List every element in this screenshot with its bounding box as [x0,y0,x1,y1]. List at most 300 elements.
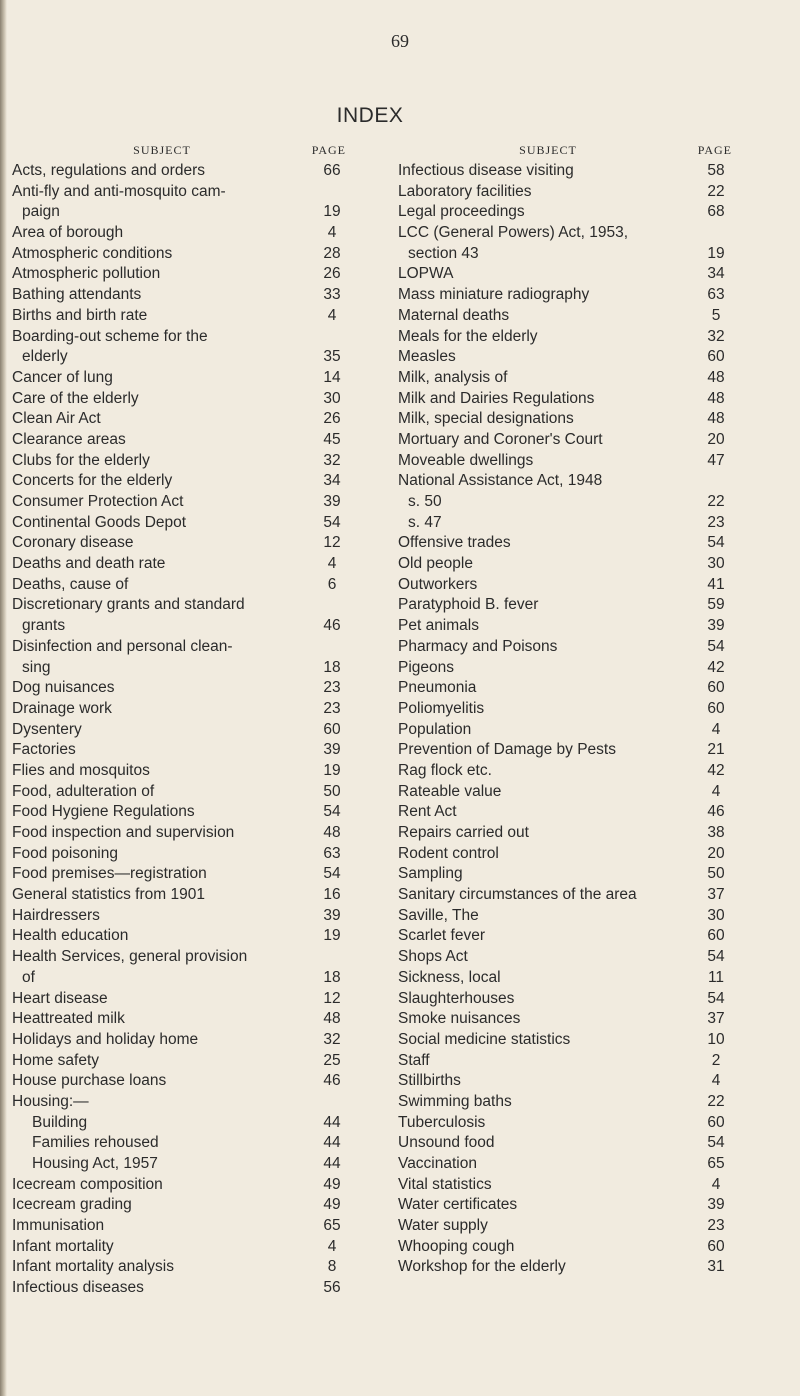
entry-subject: Staff [398,1051,430,1069]
index-entry [12,554,352,575]
entry-subject: Pharmacy and Poisons [398,637,558,655]
entry-subject: Boarding-out scheme for the [12,327,208,345]
index-entry [12,471,352,492]
entry-page-number: 26 [323,410,341,428]
entry-subject: Laboratory facilities [398,182,532,200]
index-entry [12,947,352,968]
index-entry [12,409,352,430]
entry-page-number: 19 [323,203,341,221]
entry-subject: Dog nuisances [12,679,115,697]
entry-page-number: 35 [323,348,341,366]
index-entry [398,182,738,203]
index-entry [398,802,738,823]
index-entry [398,1030,738,1051]
entry-subject: Rag flock etc. [398,761,492,779]
entry-subject: Old people [398,555,473,573]
entry-subject: Dysentery [12,720,82,738]
entry-subject: Unsound food [398,1134,495,1152]
entry-page-number: 31 [707,1258,725,1276]
entry-subject: Building [32,1113,88,1131]
entry-subject: Offensive trades [398,534,511,552]
index-entry [12,616,352,637]
entry-subject: Outworkers [398,575,478,593]
entry-page-number: 37 [707,886,725,904]
index-entry [398,678,738,699]
entry-page-number: 10 [707,1030,725,1048]
subject-header: SUBJECT [133,143,191,157]
index-entry [12,430,352,451]
entry-subject: Stillbirths [398,1072,461,1090]
entry-page-number: 34 [707,265,725,283]
entry-subject: Deaths, cause of [12,575,129,593]
entry-page-number: 4 [711,1175,721,1193]
index-entry [12,1133,352,1154]
entry-subject: Milk, analysis of [398,368,508,386]
entry-page-number: 32 [323,451,341,469]
entry-subject: Moveable dwellings [398,451,534,469]
index-entry [398,1216,738,1237]
index-entry [398,554,738,575]
entry-page-number: 60 [323,720,341,738]
index-entry [12,223,352,244]
index-entry [398,306,738,327]
index-entry [12,761,352,782]
index-entry [12,327,352,348]
index-entry [398,1195,738,1216]
index-entry [398,1257,738,1278]
page-header: PAGE [311,143,346,157]
entry-page-number: 39 [707,1196,725,1214]
entry-subject: Sampling [398,865,463,883]
entry-subject: s. 47 [408,513,442,531]
index-entry [12,306,352,327]
entry-subject: LCC (General Powers) Act, 1953, [398,224,629,242]
entry-subject: Pneumonia [398,679,477,697]
entry-subject: Food inspection and supervision [12,824,235,841]
index-entry [12,678,352,699]
entry-subject: Home safety [12,1051,100,1069]
entry-page-number: 48 [707,368,725,386]
entry-subject: Heart disease [12,989,108,1007]
entry-page-number: 65 [707,1155,725,1172]
entry-subject: Disinfection and personal clean- [12,637,233,655]
entry-page-number: 23 [707,1217,725,1235]
entry-page-number: 39 [707,617,725,635]
index-entry [398,1071,738,1092]
index-entry [398,906,738,927]
index-entry [398,1009,738,1030]
index-entry [12,1092,352,1113]
index-entry [398,658,738,679]
entry-page-number: 63 [707,286,725,304]
entry-page-number: 32 [323,1030,341,1048]
index-entry [12,451,352,472]
entry-subject: Mass miniature radiography [398,286,590,304]
entry-page-number: 4 [711,782,721,800]
entry-subject: Pigeons [398,658,455,676]
index-entry [398,947,738,968]
entry-subject: Icecream composition [12,1175,163,1193]
entry-subject: Births and birth rate [12,306,148,324]
index-entry [398,616,738,637]
entry-page-number: 23 [323,699,341,717]
index-entry [398,740,738,761]
entry-page-number: 19 [323,927,341,945]
entry-page-number: 54 [707,637,725,655]
index-entry [398,926,738,947]
index-column-right [398,143,738,1278]
entry-page-number: 4 [711,720,721,738]
index-entry [398,202,738,223]
index-entry [12,802,352,823]
entry-subject: Holidays and holiday home [12,1030,199,1048]
entry-page-number: 18 [323,658,341,676]
entry-subject: Food Hygiene Regulations [12,803,195,821]
index-entry [12,1237,352,1258]
entry-page-number: 20 [707,844,725,862]
entry-list [398,161,738,1278]
index-entry [398,409,738,430]
entry-subject: section 43 [408,244,479,262]
index-entry [398,844,738,865]
entry-page-number: 5 [711,306,721,324]
entry-page-number: 46 [323,617,341,635]
index-entry [398,513,738,534]
entry-subject: Milk and Dairies Regulations [398,389,595,407]
entry-page-number: 66 [323,162,341,179]
entry-subject: Infectious disease visiting [398,162,574,179]
entry-page-number: 20 [707,430,725,448]
entry-page-number: 21 [707,741,725,759]
entry-page-number: 68 [707,203,725,221]
index-entry [398,1113,738,1134]
entry-page-number: 58 [707,162,725,179]
entry-subject: Tuberculosis [398,1113,486,1131]
entry-page-number: 6 [327,575,337,593]
entry-subject: Swimming baths [398,1092,512,1110]
entry-subject: Consumer Protection Act [12,493,184,510]
index-entry [12,492,352,513]
index-entry [398,864,738,885]
index-entry [12,575,352,596]
entry-subject: Housing Act, 1957 [32,1155,158,1172]
entry-subject: Social medicine statistics [398,1030,571,1048]
entry-page-number: 23 [707,513,725,531]
entry-page-number: 30 [707,555,725,573]
index-entry [398,637,738,658]
entry-subject: Deaths and death rate [12,555,166,573]
entry-subject: Vaccination [398,1155,477,1172]
entry-page-number: 37 [707,1010,725,1028]
index-entry [12,926,352,947]
index-entry [12,864,352,885]
index-entry [12,637,352,658]
entry-subject: General statistics from 1901 [12,886,205,904]
entry-page-number: 44 [323,1113,341,1131]
entry-page-number: 32 [707,327,725,345]
entry-page-number: 60 [707,348,725,366]
index-entry [398,1092,738,1113]
entry-subject: Clearance areas [12,430,126,448]
entry-subject: Sanitary circumstances of the area [398,886,637,904]
entry-page-number: 42 [707,761,725,779]
entry-subject: Meals for the elderly [398,327,538,345]
entry-subject: Shops Act [398,948,468,966]
index-entry [12,906,352,927]
entry-subject: Slaughterhouses [398,989,515,1007]
entry-subject: Measles [398,348,456,366]
entry-subject: Infectious diseases [12,1279,144,1297]
entry-page-number: 33 [323,286,341,304]
entry-page-number: 22 [707,493,725,510]
entry-subject: Housing:— [12,1092,89,1110]
entry-subject: of [22,968,35,986]
entry-page-number: 22 [707,1092,725,1110]
entry-page-number: 14 [323,368,341,386]
index-entry [398,161,738,182]
entry-page-number: 39 [323,741,341,759]
entry-subject: Pet animals [398,617,479,635]
entry-page-number: 59 [707,596,725,614]
index-entry [398,575,738,596]
entry-page-number: 60 [707,1113,725,1131]
entry-page-number: 39 [323,493,341,510]
entry-page-number: 22 [707,182,725,200]
entry-subject: elderly [22,348,68,366]
entry-subject: Population [398,720,472,738]
entry-page-number: 48 [323,1010,341,1028]
entry-subject: Infant mortality [12,1237,114,1255]
index-entry [12,1216,352,1237]
index-entry [398,430,738,451]
entry-page-number: 46 [707,803,725,821]
entry-subject: Food poisoning [12,844,118,862]
index-entry [398,223,738,244]
entry-subject: LOPWA [398,265,454,283]
index-entry [12,244,352,265]
index-entry [12,1030,352,1051]
entry-subject: Mortuary and Coroner's Court [398,430,603,448]
entry-page-number: 42 [707,658,725,676]
entry-page-number: 54 [707,948,725,966]
entry-subject: Clean Air Act [12,410,101,428]
entry-subject: Saville, The [398,906,479,924]
entry-subject: grants [22,617,66,635]
index-entry [12,368,352,389]
index-entry [12,264,352,285]
page-number: 69 [391,31,409,51]
entry-page-number: 49 [323,1175,341,1193]
index-entry [398,885,738,906]
index-entry [398,264,738,285]
entry-page-number: 54 [323,513,341,531]
index-entry [12,1009,352,1030]
index-entry [398,720,738,741]
index-entry [398,1154,738,1175]
entry-page-number: 11 [707,968,725,986]
index-entry [398,1237,738,1258]
entry-page-number: 54 [323,803,341,821]
entry-subject: Legal proceedings [398,203,525,221]
index-entry [12,347,352,368]
index-entry [398,968,738,989]
entry-subject: Atmospheric conditions [12,244,173,262]
entry-page-number: 54 [323,865,341,883]
entry-subject: Vital statistics [398,1175,492,1193]
entry-subject: Maternal deaths [398,306,510,324]
entry-page-number: 44 [323,1134,341,1152]
entry-page-number: 12 [323,534,341,552]
index-entry [398,1051,738,1072]
entry-page-number: 54 [707,534,725,552]
entry-page-number: 34 [323,472,341,490]
entry-page-number: 4 [327,1237,337,1255]
entry-subject: Health education [12,927,129,945]
index-entry [12,885,352,906]
index-entry [398,327,738,348]
entry-page-number: 56 [323,1279,341,1297]
entry-page-number: 45 [323,430,341,448]
index-entry [398,699,738,720]
index-entry [398,492,738,513]
entry-subject: Immunisation [12,1217,105,1235]
index-entry [12,823,352,844]
entry-subject: sing [22,658,51,676]
entry-subject: Food premises—registration [12,865,207,883]
entry-subject: s. 50 [408,493,442,510]
entry-subject: Infant mortality analysis [12,1258,174,1276]
entry-subject: Clubs for the elderly [12,451,150,469]
entry-page-number: 48 [707,410,725,428]
entry-page-number: 19 [707,244,725,262]
entry-subject: Food, adulteration of [12,782,155,800]
subject-header: SUBJECT [519,143,577,157]
entry-page-number: 46 [323,1072,341,1090]
entry-page-number: 23 [323,679,341,697]
entry-page-number: 25 [323,1051,341,1069]
index-entry [398,285,738,306]
entry-subject: Concerts for the elderly [12,472,173,490]
entry-page-number: 39 [323,906,341,924]
entry-subject: Paratyphoid B. fever [398,596,539,614]
index-entry [12,161,352,182]
entry-page-number: 18 [323,968,341,986]
column-header [398,143,738,161]
entry-page-number: 49 [323,1196,341,1214]
entry-subject: Hairdressers [12,906,100,924]
index-entry [12,285,352,306]
entry-subject: Area of borough [12,224,124,242]
entry-subject: Sickness, local [398,968,501,986]
entry-subject: Rodent control [398,844,499,862]
entry-subject: National Assistance Act, 1948 [398,472,603,490]
entry-subject: Milk, special designations [398,410,574,428]
entry-subject: Care of the elderly [12,389,139,407]
entry-page-number: 38 [707,824,725,841]
index-entry [12,782,352,803]
index-entry [398,451,738,472]
index-entry [398,761,738,782]
entry-page-number: 63 [323,844,341,862]
entry-subject: Drainage work [12,699,112,717]
entry-page-number: 60 [707,699,725,717]
index-entry [398,368,738,389]
entry-subject: Continental Goods Depot [12,513,187,531]
entry-page-number: 54 [707,989,725,1007]
entry-page-number: 8 [327,1258,337,1276]
entry-page-number: 48 [707,389,725,407]
index-entry [12,533,352,554]
entry-page-number: 4 [327,555,337,573]
index-entry [398,471,738,492]
entry-subject: Bathing attendants [12,286,142,304]
entry-page-number: 4 [327,224,337,242]
index-entry [12,1113,352,1134]
entry-page-number: 30 [323,389,341,407]
entry-subject: Water certificates [398,1196,518,1214]
index-entry [12,1195,352,1216]
entry-subject: Factories [12,741,76,759]
index-entry [398,389,738,410]
entry-page-number: 19 [323,761,341,779]
entry-page-number: 60 [707,927,725,945]
entry-subject: Whooping cough [398,1237,515,1255]
entry-subject: Workshop for the elderly [398,1258,566,1276]
entry-subject: Flies and mosquitos [12,761,150,779]
entry-page-number: 4 [327,306,337,324]
entry-page-number: 28 [323,244,341,262]
entry-subject: Rateable value [398,782,502,800]
index-entry [12,968,352,989]
entry-page-number: 12 [323,989,341,1007]
index-entry [12,720,352,741]
entry-subject: Smoke nuisances [398,1010,521,1028]
entry-page-number: 50 [707,865,725,883]
entry-subject: Water supply [398,1217,488,1235]
index-entry [12,1278,352,1299]
index-entry [12,182,352,203]
entry-subject: Poliomyelitis [398,699,485,717]
entry-subject: Coronary disease [12,534,134,552]
index-column-left [12,143,352,1299]
entry-subject: Icecream grading [12,1196,132,1214]
column-header [12,143,352,161]
entry-subject: Discretionary grants and standard [12,596,245,614]
page-header: PAGE [697,143,732,157]
index-entry [12,740,352,761]
index-entry [12,989,352,1010]
entry-subject: Cancer of lung [12,368,113,386]
index-entry [398,823,738,844]
entry-page-number: 60 [707,1237,725,1255]
entry-page-number: 30 [707,906,725,924]
entry-subject: Health Services, general provision [12,948,248,966]
page-edge-shadow [0,0,7,1396]
index-entry [12,1071,352,1092]
index-entry [398,244,738,265]
index-entry [398,989,738,1010]
entry-page-number: 47 [707,451,725,469]
index-entry [12,1154,352,1175]
page-title: INDEX [336,104,404,127]
index-entry [12,595,352,616]
index-entry [12,844,352,865]
entry-list [12,161,352,1299]
index-entry [398,782,738,803]
entry-subject: House purchase loans [12,1072,167,1090]
entry-page-number: 26 [323,265,341,283]
entry-page-number: 41 [707,575,725,593]
